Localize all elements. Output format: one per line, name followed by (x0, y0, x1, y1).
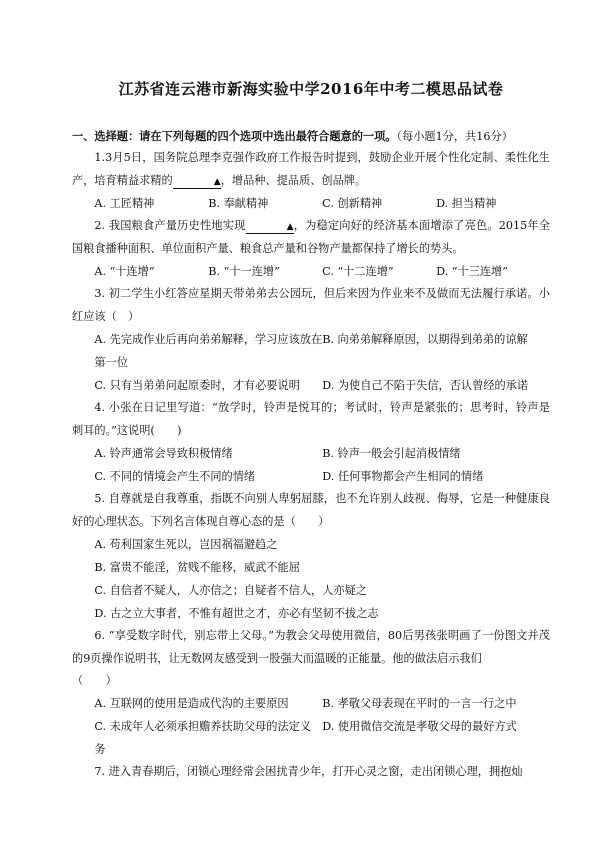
question-4-stem: 4. 小张在日记里写道：“放学时，铃声是悦耳的；考试时，铃声是紧张的；思考时，铃声是刺耳的。”这说明( ) (72, 401, 550, 437)
question-6-options-cd (72, 715, 550, 761)
question-1-options (72, 192, 550, 215)
option-b: B. 孝敬父母表现在平时的一言一行之中 (322, 697, 517, 710)
option-b: B. 富贵不能淫，贫贱不能移，威武不能屈 (94, 561, 300, 574)
section-instruction: 一、选择题：请在下列每题的四个选项中选出最符合题意的一项。 (72, 129, 397, 143)
question-4-options-cd (72, 465, 550, 488)
question-3-options-ab (72, 328, 550, 374)
answer-blank: ▲ (246, 221, 294, 234)
question-5-stem: 5. 自尊就是自我尊重，指既不向别人卑躬屈膝，也不允许别人歧视、侮辱，它是一种健康良好的心理状态。下列名言体现自尊心态的是（ ） (72, 492, 550, 528)
question-3-options-cd (72, 374, 550, 397)
section-heading (72, 126, 550, 147)
section-score-note: （每小题1分，共16分） (396, 130, 513, 143)
option-c: C. 未成年人必须承担赡养扶助父母的法定义务 (94, 720, 312, 756)
option-a: A. “十连增” (94, 265, 155, 278)
option-a: A. 铃声通常会导致积极情绪 (94, 447, 233, 460)
option-d: D. 担当精神 (436, 197, 497, 210)
question-6-options-ab (72, 692, 550, 715)
question-6-answer-paren: （ ） (72, 674, 117, 687)
question-4-options-ab (72, 442, 550, 465)
question-6-stem: 6. “享受数字时代，别忘带上父母。”为教会父母使用微信，80后男孩张明画了一份图文并茂的9页操作说明书，让无数网友感受到一股强大而温暖的正能量。他的做法启示我们 (72, 629, 550, 665)
option-c: C. “十二连增” (322, 265, 394, 278)
question-3-stem: 3. 初二学生小红答应星期天带弟弟去公园玩，但后来因为作业来不及做而无法履行承诺。小红应该（ ） (72, 287, 550, 323)
exam-title: 江苏省连云港市新海实验中学2016年中考二模思品试卷 (118, 80, 504, 98)
option-c: C. 不同的情境会产生不同的情绪 (94, 470, 256, 483)
question-7-stem: 7. 进入青春期后，闭锁心理经常会困扰青少年，打开心灵之窗，走出闭锁心理，拥抱灿 (94, 765, 523, 778)
option-a: A. 苟利国家生死以，岂因祸福避趋之 (94, 538, 278, 551)
answer-blank: ▲ (173, 176, 221, 189)
option-b: B. 铃声一般会引起消极情绪 (322, 447, 461, 460)
option-a: A. 互联网的使用是造成代沟的主要原因 (94, 697, 289, 710)
option-b: B. 向弟弟解释原因，以期得到弟弟的谅解 (322, 333, 528, 346)
option-a: A. 先完成作业后再向弟弟解释，学习应该放在第一位 (94, 333, 323, 369)
option-b: B. 奉献精神 (208, 197, 269, 210)
question-2-stem: 2. 我国粮食产量历史性地实现 ▲，为稳定向好的经济基本面增添了亮色。2015年全国粮食播种面积、单位面积产量、粮食总产量和谷物产量都保持了增长的势头。 (72, 219, 550, 255)
question-1-stem: 1.3月5日，国务院总理李克强作政府工作报告时提到，鼓励企业开展个性化定制、柔性化生产，培育精益求精的 ▲，增品种、提品质、创品牌。 (72, 151, 550, 187)
option-a: A. 工匠精神 (94, 197, 155, 210)
option-c: C. 自信者不疑人，人亦信之；自疑者不信人，人亦疑之 (94, 584, 367, 597)
option-c: C. 创新精神 (322, 197, 383, 210)
question-5-option-c (72, 579, 550, 602)
question-5-option-d (72, 602, 550, 625)
option-d: D. 为使自己不陷于失信，否认曾经的承诺 (322, 379, 529, 392)
question-5-option-a (72, 533, 550, 556)
option-d: D. 古之立大事者，不惟有超世之才，亦必有坚韧不拔之志 (94, 607, 379, 620)
option-d: D. “十三连增” (436, 265, 508, 278)
option-d: D. 使用微信交流是孝敬父母的最好方式 (322, 720, 517, 733)
option-d: D. 任何事物都会产生相同的情绪 (322, 470, 484, 483)
option-c: C. 只有当弟弟问起原委时，才有必要说明 (94, 379, 300, 392)
option-b: B. “十一连增” (208, 265, 280, 278)
question-5-option-b (72, 556, 550, 579)
question-2-options (72, 260, 550, 283)
